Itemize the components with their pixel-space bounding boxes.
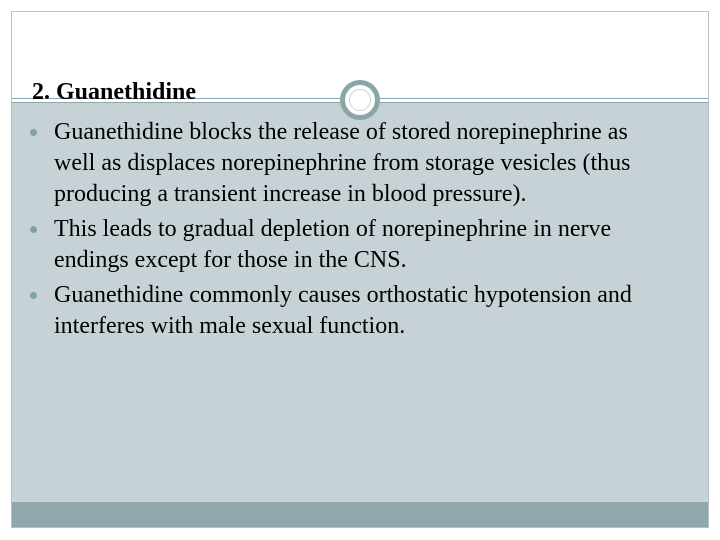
bullet-text: Guanethidine commonly causes orthostatic hypotension and interferes with male sexual function. — [54, 282, 632, 339]
bullet-dot-icon — [30, 129, 37, 136]
bullet-list — [30, 117, 670, 346]
ring-ornament-icon — [340, 80, 380, 120]
bullet-item — [30, 117, 670, 210]
bullet-item — [30, 280, 670, 342]
bullet-dot-icon — [30, 292, 37, 299]
footer-band — [12, 502, 708, 527]
ring-inner — [349, 89, 371, 111]
bullet-text: This leads to gradual depletion of norepinephrine in nerve endings except for those in the CNS. — [54, 216, 612, 273]
bullet-item — [30, 214, 670, 276]
bullet-text: Guanethidine blocks the release of stored norepinephrine as well as displaces norepinephrine from storage vesicles (thus producing a transient increase in blood pressure). — [54, 119, 631, 207]
bullet-dot-icon — [30, 226, 37, 233]
slide-title: 2. Guanethidine — [32, 79, 197, 105]
